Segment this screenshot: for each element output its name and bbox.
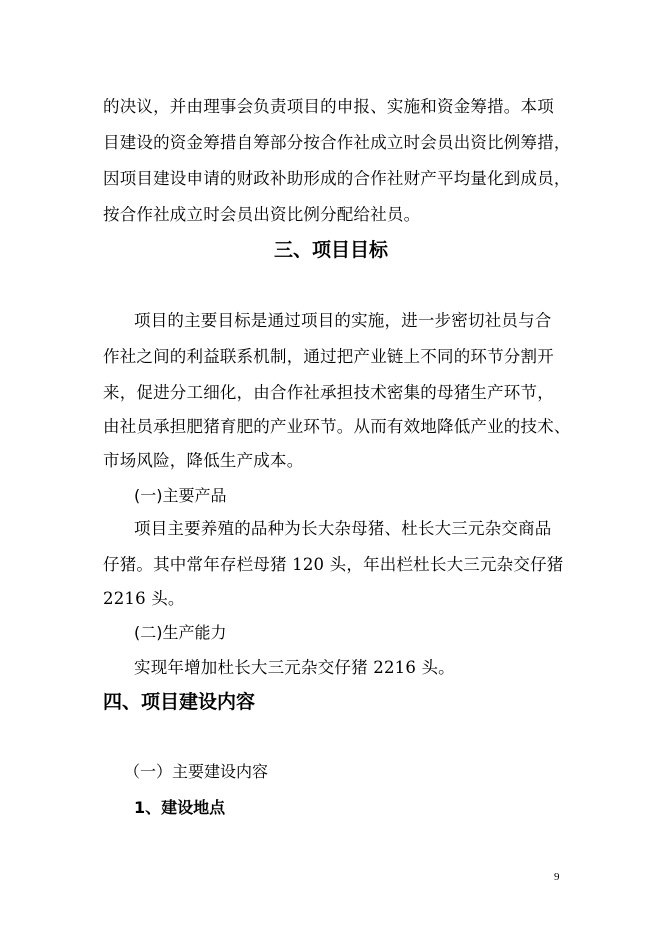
section-heading: 四、项目建设内容 xyxy=(103,691,256,713)
paragraph-line: 按合作社成立时会员出资比例分配给社员。 xyxy=(103,205,421,224)
subsection-heading: （一）主要建设内容 xyxy=(124,762,269,781)
item-heading: 1、建设地点 xyxy=(134,798,226,817)
paragraph-line: 仔猪。其中常年存栏母猪 120 头，年出栏杜长大三元杂交仔猪 xyxy=(103,555,564,574)
paragraph-line: 市场风险，降低生产成本。 xyxy=(103,451,304,470)
subsection-heading: (二)生产能力 xyxy=(134,623,227,642)
paragraph-line: 由社员承担肥猪育肥的产业环节。从而有效地降低产业的技术、 xyxy=(103,417,571,436)
paragraph-line: 作社之间的利益联系机制，通过把产业链上不同的环节分割开 xyxy=(103,347,554,366)
paragraph-line: 项目的主要目标是通过项目的实施，进一步密切社员与合 xyxy=(134,311,552,330)
paragraph-line: 来，促进分工细化，由合作社承担技术密集的母猪生产环节， xyxy=(103,383,554,402)
paragraph-line: 项目主要养殖的品种为长大杂母猪、杜长大三元杂交商品 xyxy=(134,519,552,538)
subsection-heading: (一)主要产品 xyxy=(134,486,227,505)
paragraph-line: 因项目建设申请的财政补助形成的合作社财产平均量化到成员， xyxy=(103,169,571,188)
paragraph-line: 的决议，并由理事会负责项目的申报、实施和资金筹措。本项 xyxy=(103,97,554,116)
paragraph-line: 2216 头。 xyxy=(103,589,185,608)
paragraph-line: 实现年增加杜长大三元杂交仔猪 2216 头。 xyxy=(134,658,455,677)
page-number: 9 xyxy=(554,871,560,883)
section-heading: 三、项目目标 xyxy=(273,239,388,261)
paragraph-line: 目建设的资金筹措自筹部分按合作社成立时会员出资比例筹措， xyxy=(103,133,571,152)
